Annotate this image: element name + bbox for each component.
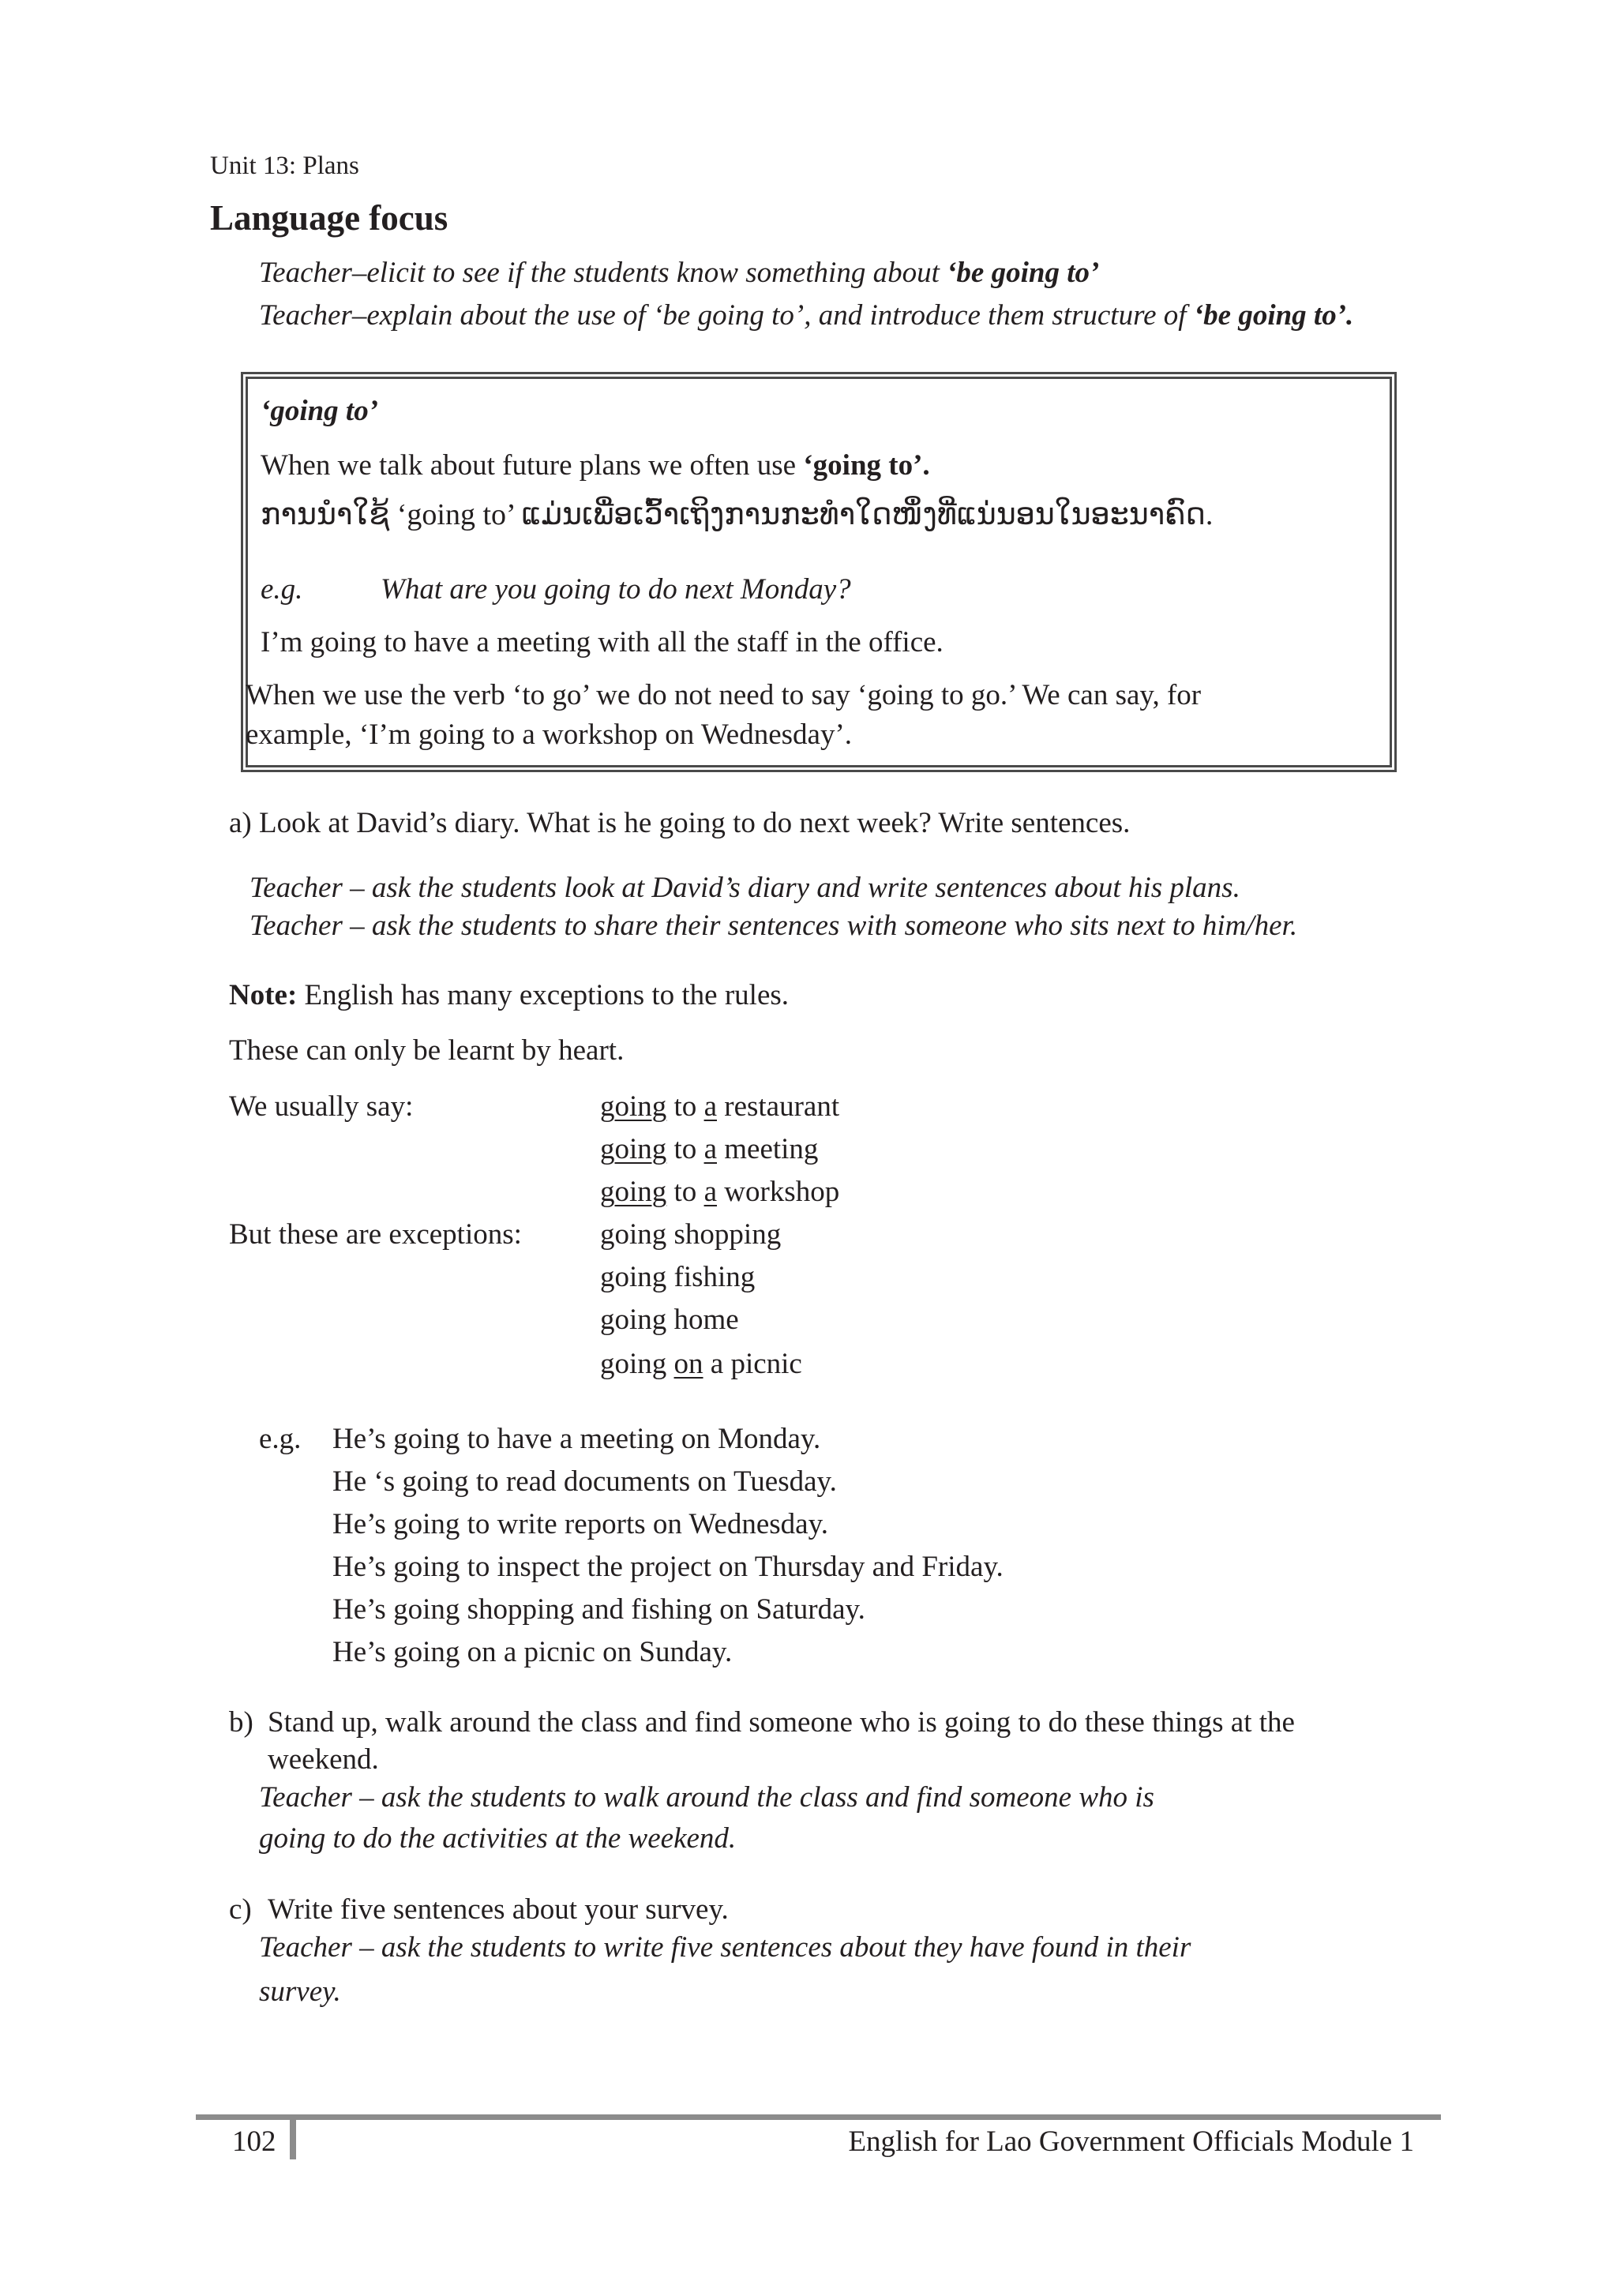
usual-item-noun: workshop xyxy=(717,1176,840,1208)
usual-item xyxy=(600,1132,818,1167)
task-c-label: c) xyxy=(229,1893,252,1926)
grammar-note-line: example, ‘I’m going to a workshop on Wednesday’. xyxy=(246,718,853,751)
teacher-instruction-1 xyxy=(259,256,1099,291)
task-b-teacher-note: going to do the activities at the weekend. xyxy=(259,1822,737,1855)
teacher-instruction-emphasis: ‘be going to’. xyxy=(1193,299,1354,332)
task-c-teacher-note: Teacher – ask the students to write five sentences about they have found in their xyxy=(259,1931,1191,1964)
note xyxy=(229,978,789,1013)
example-sentence: He’s going to inspect the project on Thursday and Friday. xyxy=(332,1551,1004,1583)
unit-label: Unit 13: Plans xyxy=(210,152,359,180)
note-label: Note: xyxy=(229,979,298,1011)
usual-item-prep: to xyxy=(666,1090,704,1123)
grammar-rule-emphasis: ‘going to’. xyxy=(803,449,930,482)
grammar-rule xyxy=(261,448,930,483)
section-title: Language focus xyxy=(210,198,448,238)
footer-divider xyxy=(290,2117,296,2159)
example-question: What are you going to do next Monday? xyxy=(381,573,851,606)
usual-item-verb: going xyxy=(600,1176,667,1208)
exception-item-start: going xyxy=(600,1348,674,1380)
example-label: e.g. xyxy=(261,573,303,606)
example-sentence: He’s going on a picnic on Sunday. xyxy=(332,1636,733,1668)
task-b-text: Stand up, walk around the class and find someone who is going to do these things at the xyxy=(268,1706,1295,1739)
note-line-2: These can only be learnt by heart. xyxy=(229,1034,625,1067)
usual-item-noun: meeting xyxy=(717,1133,819,1165)
task-a-teacher-note: Teacher – ask the students look at David’s diary and write sentences about his plans. xyxy=(249,872,1240,904)
task-b-text: weekend. xyxy=(268,1743,379,1776)
example-sentence: He ‘s going to read documents on Tuesday. xyxy=(332,1465,837,1498)
usual-item xyxy=(600,1090,839,1124)
usual-item xyxy=(600,1175,839,1210)
teacher-instruction-text: Teacher–explain about the use of ‘be going to’, and introduce them structure of xyxy=(259,299,1194,332)
usual-item-article: a xyxy=(703,1090,717,1123)
exception-item: going home xyxy=(600,1304,739,1336)
teacher-instruction-emphasis: ‘be going to’ xyxy=(947,257,1100,289)
grammar-rule-text: When we talk about future plans we often use xyxy=(261,449,804,482)
exception-item xyxy=(600,1347,802,1382)
example-sentence: He’s going to write reports on Wednesday. xyxy=(332,1508,828,1540)
grammar-box-title: ‘going to’ xyxy=(261,395,379,427)
teacher-instruction-text: Teacher–elicit to see if the students know something about xyxy=(259,257,947,289)
example-sentence: He’s going shopping and fishing on Saturday. xyxy=(332,1593,865,1626)
task-c-text: Write five sentences about your survey. xyxy=(268,1893,729,1926)
exception-item: going shopping xyxy=(600,1218,782,1251)
teacher-instruction-2 xyxy=(259,298,1353,333)
task-c-teacher-note: survey. xyxy=(259,1975,341,2008)
exceptions-label: But these are exceptions: xyxy=(229,1218,522,1251)
exception-item: going fishing xyxy=(600,1261,756,1293)
exception-item-end: a picnic xyxy=(703,1348,802,1380)
usual-item-verb: going xyxy=(600,1090,667,1123)
task-b-label: b) xyxy=(229,1706,253,1739)
usual-item-article: a xyxy=(703,1133,717,1165)
task-a-teacher-note: Teacher – ask the students to share their sentences with someone who sits next to him/her. xyxy=(249,910,1298,942)
exception-item-preposition: on xyxy=(673,1348,703,1380)
usual-item-prep: to xyxy=(666,1133,704,1165)
grammar-box xyxy=(241,372,1397,772)
book-title: English for Lao Government Officials Module 1 xyxy=(848,2125,1414,2158)
usual-item-article: a xyxy=(703,1176,717,1208)
usual-item-noun: restaurant xyxy=(717,1090,840,1123)
page-number: 102 xyxy=(232,2125,276,2158)
examples-label: e.g. xyxy=(259,1423,302,1455)
grammar-note-line: When we use the verb ‘to go’ we do not need to say ‘going to go.’ We can say, for xyxy=(246,679,1202,711)
footer-rule xyxy=(196,2114,1441,2120)
task-a-label: a) xyxy=(229,807,252,839)
task-a-text: Look at David’s diary. What is he going to do next week? Write sentences. xyxy=(259,807,1131,839)
note-text: English has many exceptions to the rules. xyxy=(297,979,790,1011)
task-b-teacher-note: Teacher – ask the students to walk around the class and find someone who is xyxy=(259,1781,1154,1814)
example-answer: I’m going to have a meeting with all the staff in the office. xyxy=(261,626,944,658)
usual-item-verb: going xyxy=(600,1133,667,1165)
usual-label: We usually say: xyxy=(229,1090,414,1123)
usual-item-prep: to xyxy=(666,1176,704,1208)
example-sentence: He’s going to have a meeting on Monday. xyxy=(332,1423,821,1455)
lao-translation: ການນໍາໃຊ້ ‘going to’ ແມ່ນເພື່ອເວົ້າເຖິງການກະທໍາໃດໜຶ່ງທີ່ແນ່ນອນໃນອະນາຄົດ. xyxy=(261,498,1214,531)
